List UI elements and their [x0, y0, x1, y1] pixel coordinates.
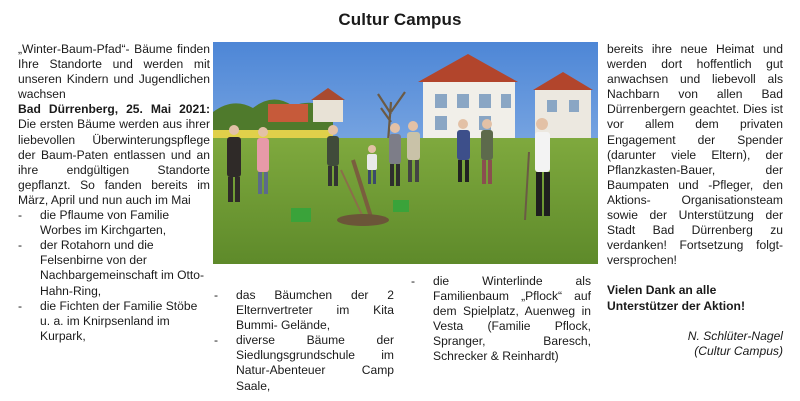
author-name: N. Schlüter-Nagel: [687, 328, 783, 343]
tree-list: [18, 208, 210, 344]
column-3: [411, 274, 591, 365]
signature: [607, 329, 783, 359]
lead-paragraph: [18, 102, 210, 208]
article-photo: [213, 42, 598, 264]
intro-text: „Winter-Baum-Pfad“- Bäume finden Ihre Standorte und werden mit unseren Kindern und Jugendlichen wachsen: [18, 42, 210, 102]
tree-list-continued: [214, 288, 394, 394]
intro-paragraph: [18, 42, 210, 102]
column-4: [607, 42, 783, 359]
thanks-line: Vielen Dank an alle Unterstützer der Aktion!: [607, 283, 745, 313]
list-item: - die Winterlinde als Familienbaum „Pflock“ auf dem Spielplatz, Auenweg in Vesta (Familie Pflock, Spranger, Baresch, Schrecker & Reinhardt): [411, 274, 591, 365]
dateline: Bad Dürrenberg, 25. Mai 2021:: [18, 102, 210, 117]
tree-list-final: [411, 274, 591, 365]
list-item: - das Bäumchen der 2 Elternvertreter im Kita Bummi- Gelände,: [214, 288, 394, 333]
body-text: Die ersten Bäume werden aus ihrer liebevollen Überwinterungspflege der Baum-Paten entlassen und an ihre endgültigen Standorte gepflanzt. So fanden bereits im März, April und nun auch im Mai: [18, 117, 210, 207]
list-item: - der Rotahorn und die Felsenbirne von der Nachbargemeinschaft im Otto-Hahn-Ring,: [18, 238, 210, 298]
author-org: (Cultur Campus): [694, 343, 783, 358]
column-1: [18, 42, 210, 344]
article-title: Cultur Campus: [338, 10, 462, 29]
list-item: - die Pflaume von Familie Worbes im Kirchgarten,: [18, 208, 210, 238]
list-item: - die Fichten der Familie Stöbe u. a. im Knirpsenland im Kurpark,: [18, 299, 210, 344]
list-item: - diverse Bäume der Siedlungsgrundschule im Natur-Abenteuer Camp Saale,: [214, 333, 394, 393]
closing-paragraph: bereits ihre neue Heimat und werden dort hoffentlich gut anwachsen und liebevoll als Nachbarn von allen Bad Dürrenbergern geachtet. Dies ist vor allem dem privaten Engagement der Spender (darunter viele Eltern), der Pflanzkasten-Bauer, der Baumpaten und -Pfleger, den Aktions- Organisationsteam sowie der Unterstützung der Stadt Bad Dürrenberg zu verdanken! Fortsetzung folgt- versprochen!: [607, 42, 783, 268]
column-2: [214, 288, 394, 394]
